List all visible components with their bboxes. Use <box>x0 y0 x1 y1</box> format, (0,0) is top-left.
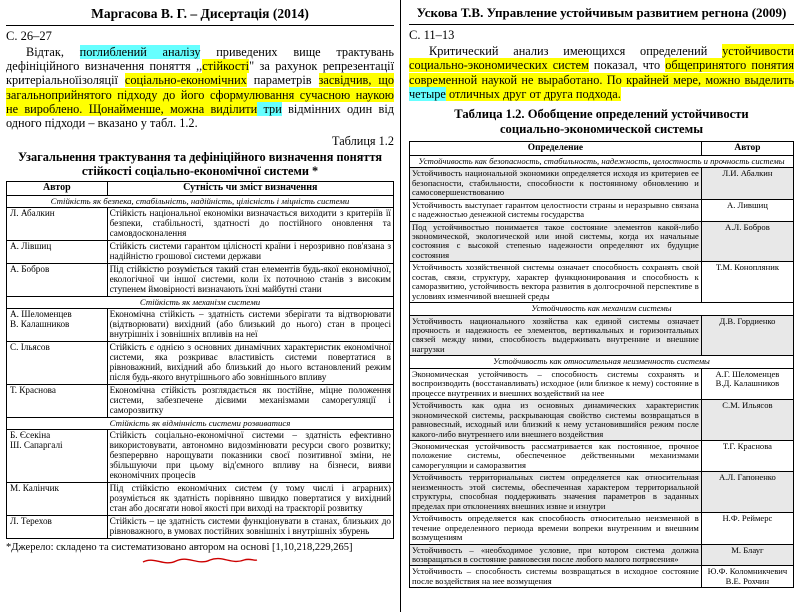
table-row <box>7 241 394 264</box>
column-header-author: Автор <box>7 182 108 196</box>
right-column <box>400 0 800 612</box>
cell-definition: Під стійкістю розуміється такий стан елементів будь-якої економічної, екологічної чи іншої системи, коли їх поточною станів з високим ступенем ймовірності визначають їхні майбутні стани <box>107 264 393 297</box>
cell-author: Л. Терехов <box>7 515 108 538</box>
left-table-number: Таблиця 1.2 <box>331 133 394 148</box>
cell-author: А.Л. Бобров <box>701 221 793 262</box>
left-source-note: *Джерело: складено та систематизовано автором на основі [1,10,218,229,265] <box>6 541 353 553</box>
left-table <box>6 181 394 539</box>
cell-definition: Устойчивость выступает гарантом целостности страны и неразрывно связана с надежностью денежной системы государства <box>410 199 702 221</box>
cell-author: Т.Г. Краснова <box>701 441 793 472</box>
cell-definition: Устойчивость – способность системы возвращаться в исходное состояние после воздействия на нее возмущения <box>410 566 702 588</box>
table-section-row <box>7 417 394 430</box>
cell-author: М. Калінчик <box>7 482 108 515</box>
cell-definition: Стійкість національної економіки визначається виходити з критеріїв її безпеки, стабільності, здатності до постійного оновлення та самовдосконалення <box>107 208 393 241</box>
right-paragraph-text-run: показал, что <box>588 58 666 73</box>
cell-definition: Під стійкістю економічних систем (у тому числі і аграрних) розуміється як здатність порівняно швидко повертатися у вихідний стан або досягати нової якості при виході на траєкторії розвитку <box>107 482 393 515</box>
cell-definition: Стійкість соціально-економічної системи – здатність ефективно використовувати, автономно видозмінювати ресурси свого розвитку; безперервно нарощувати показники своєї позитивної зміни, не збільшуючи при цьому від'ємного впливу на бізнеси, вияви економічних процесів <box>107 430 393 483</box>
right-paragraph-text-run: общепринятого понятия современной наукой не выработано. По крайней мере, можно выделить <box>409 58 794 87</box>
column-header-definition: Определение <box>410 142 702 155</box>
table-row <box>410 199 794 221</box>
left-paragraph-text-run: три <box>257 102 282 117</box>
table-row <box>410 513 794 544</box>
cell-author: Д.В. Гордиенко <box>701 315 793 356</box>
left-page-reference: С. 26–27 <box>6 28 52 43</box>
cell-author: А. Шеломенцев В. Калашников <box>7 309 108 342</box>
left-paragraph <box>6 45 394 131</box>
table-row <box>410 168 794 199</box>
cell-author: Н.Ф. Реймерс <box>701 513 793 544</box>
cell-definition: Устойчивость территориальных систем определяется как относительная неизменность этой системы, обеспеченная характером территориальной структуры, способная поддерживать значения параметров в заданных пределах при отклонениях внешних извне и изнутри <box>410 472 702 513</box>
table-header-row <box>410 142 794 155</box>
table-row <box>410 544 794 566</box>
table-row <box>410 472 794 513</box>
cell-author: А.Л. Гапоненко <box>701 472 793 513</box>
cell-author: М. Блауг <box>701 544 793 566</box>
cell-definition: Устойчивость – «необходимое условие, при котором система должна возвращаться в состояние равновесия после любого малого потрясения» <box>410 544 702 566</box>
table-row <box>7 430 394 483</box>
column-header-definition: Сутність чи зміст визначення <box>107 182 393 196</box>
table-section-row <box>410 303 794 315</box>
cell-definition: Экономическая устойчивость рассматривается как постоянное, прочное положение системы, обеспеченное действенными механизмами саморегуляции и саморазвития <box>410 441 702 472</box>
left-paragraph-text-run: соціально-економічних <box>124 73 247 88</box>
cell-definition: Стійкість – це здатність системи функціонувати в станах, близьких до рівноважного, в умовах постійних зовнішніх і внутрішніх збурень <box>107 515 393 538</box>
cell-author: С.М. Ильясов <box>701 400 793 441</box>
table-row <box>410 441 794 472</box>
table-section-row <box>410 356 794 368</box>
cell-definition: Под устойчивостью понимается такое состояние элементов какой-либо экономической, экологической или иной системы, когда их начальные состояния с высокой степенью надежности определяют их будущие состояния <box>410 221 702 262</box>
cell-definition: Устойчивость определяется как способность относительно неизменной в течение определенного периода времени вопреки внутренним и внешним возмущениям <box>410 513 702 544</box>
right-paragraph-text-run: Критический анализ имеющихся определений <box>429 43 723 58</box>
cell-definition: Стійкість є однією з основних динамічних характеристик економічної системи, яка розкриває властивість системи повертатися в рівноважний, вихідний або близький до нього встановлений режим після будь-якого внутрішнього або зовнішнього впливу <box>107 342 393 385</box>
table-section-title: Устойчивость как относительная неизменность системы <box>410 356 794 368</box>
cell-definition: Устойчивость хозяйственной системы означает способность сохранять свой состав, связи, структуру, характер функционирования и способность к саморазвитию, устойчивость вектора развития в долгосрочной перспективе в условиях изменчивой внешней среды <box>410 262 702 303</box>
table-section-title: Стійкість як механізм системи <box>7 296 394 309</box>
table-section-row <box>7 296 394 309</box>
table-row <box>410 262 794 303</box>
right-page-reference: С. 11–13 <box>409 27 455 42</box>
right-table-title: социально-экономической системы <box>499 122 704 137</box>
table-row <box>7 515 394 538</box>
cell-author: А.Г. Шеломенцев В.Д. Калашников <box>701 368 793 399</box>
right-document-header: Ускова Т.В. Управление устойчивым развитием регнона (2009) <box>409 4 794 25</box>
right-paragraph <box>409 44 794 102</box>
table-row <box>7 482 394 515</box>
cell-definition: Економічна стійкість розглядається як постійне, міцне положення системи, забезпечене дієвими механізмами саморегуляції і саморозвитку <box>107 384 393 417</box>
cell-author: Т.М. Конопляник <box>701 262 793 303</box>
table-section-title: Устойчивость как механизм системы <box>410 303 794 315</box>
left-paragraph-text-run: Відтак, <box>26 44 80 59</box>
table-section-row <box>410 155 794 167</box>
cell-author: Т. Краснова <box>7 384 108 417</box>
right-table-number: Таблица 1.2. Обобщение определений устойчивости <box>454 107 749 122</box>
cell-author: С. Ільясов <box>7 342 108 385</box>
cell-definition: Экономическая устойчивость – способность системы сохранять и воспроизводить (восстанавливать) исходное (или близкое к нему) состояние в процессе внутренних и внешних воздействий на нее <box>410 368 702 399</box>
table-row <box>410 566 794 588</box>
left-paragraph-text-run: засвідчив, що загальноприйнятого підходу до його сформулювання сучасною наукою не вироблено. Щонайменше, можна виділити <box>6 73 394 117</box>
cell-definition: Устойчивость как одна из основных динамических характеристик экономической системы, раскрывающая свойство системы возвращаться в равновесный, исходный или близкий к нему установившийся режим после какого-либо внутреннего или внешнего воздействия <box>410 400 702 441</box>
table-row <box>7 208 394 241</box>
table-row <box>410 400 794 441</box>
right-table <box>409 141 794 588</box>
right-paragraph-text-run: отличных друг от друга подхода. <box>445 87 621 102</box>
left-paragraph-text-run: параметрів <box>246 73 319 88</box>
cell-author: Л.И. Абалкин <box>701 168 793 199</box>
table-section-row <box>7 195 394 208</box>
table-header-row <box>7 182 394 196</box>
cell-author: Л. Абалкин <box>7 208 108 241</box>
left-paragraph-text-run: приведених вище трактувань дефініційного визначення поняття ,, <box>6 44 394 73</box>
table-section-title: Устойчивость как безопасность, стабильность, надежность, целостность и прочность системы <box>410 155 794 167</box>
right-paragraph-text-run: устойчивости социально-экономических систем <box>409 43 794 73</box>
cell-author: А. Лившиц <box>701 199 793 221</box>
table-row <box>7 384 394 417</box>
handwritten-squiggle-icon <box>140 554 260 568</box>
cell-author: А. Бобров <box>7 264 108 297</box>
left-paragraph-text-run: стійкості <box>202 58 250 73</box>
table-row <box>7 342 394 385</box>
table-row <box>410 315 794 356</box>
cell-definition: Устойчивость национального хозяйства как единой системы означает прочность и надежность ее элементов, вертикальных и горизонтальных связей между ними, способность выдерживать внутренние и внешние нагрузки <box>410 315 702 356</box>
table-row <box>410 221 794 262</box>
table-section-title: Стійкість як безпека, стабільність, надійність, цілісність і міцність системи <box>7 195 394 208</box>
right-paragraph-text-run: четыре <box>409 87 446 102</box>
table-row <box>7 309 394 342</box>
left-paragraph-text-run: " за рахунок репрезентації критеріальноїізоляції <box>6 58 394 88</box>
table-row <box>7 264 394 297</box>
left-paragraph-text-run: відмінних один від одного підходи – вказано у табл. 1.2. <box>6 102 394 131</box>
cell-definition: Економічна стійкість – здатність системи зберігати та відтворювати (відтворювати) вихідний (або близький до нього) стан в процесі внутрішніх і зовнішніх впливів на неї <box>107 309 393 342</box>
table-row <box>410 368 794 399</box>
cell-author: Б. Єсекіна Ш. Сапаргалі <box>7 430 108 483</box>
cell-author: Ю.Ф. Коломникчевич В.Е. Рохчин <box>701 566 793 588</box>
left-paragraph-text-run: поглиблений аналізу <box>79 44 201 59</box>
table-section-title: Стійкість як відмінність системи розвиватися <box>7 417 394 430</box>
cell-author: А. Лівшиц <box>7 241 108 264</box>
column-header-author: Автор <box>701 142 793 155</box>
cell-definition: Устойчивость национальной экономики определяется исходя из критериев ее безопасности, стабильности, способности к постоянному обновлению и самосовершенствованию <box>410 168 702 199</box>
cell-definition: Стійкість системи гарантом цілісності країни і нерозривно пов'язана з надійністю грошової системи держави <box>107 241 393 264</box>
left-table-title: Узагальнення трактування та дефініційного визначення поняття стійкості соціально-економічної системи * <box>18 149 382 178</box>
left-document-header: Маргасова В. Г. – Дисертація (2014) <box>6 4 394 26</box>
